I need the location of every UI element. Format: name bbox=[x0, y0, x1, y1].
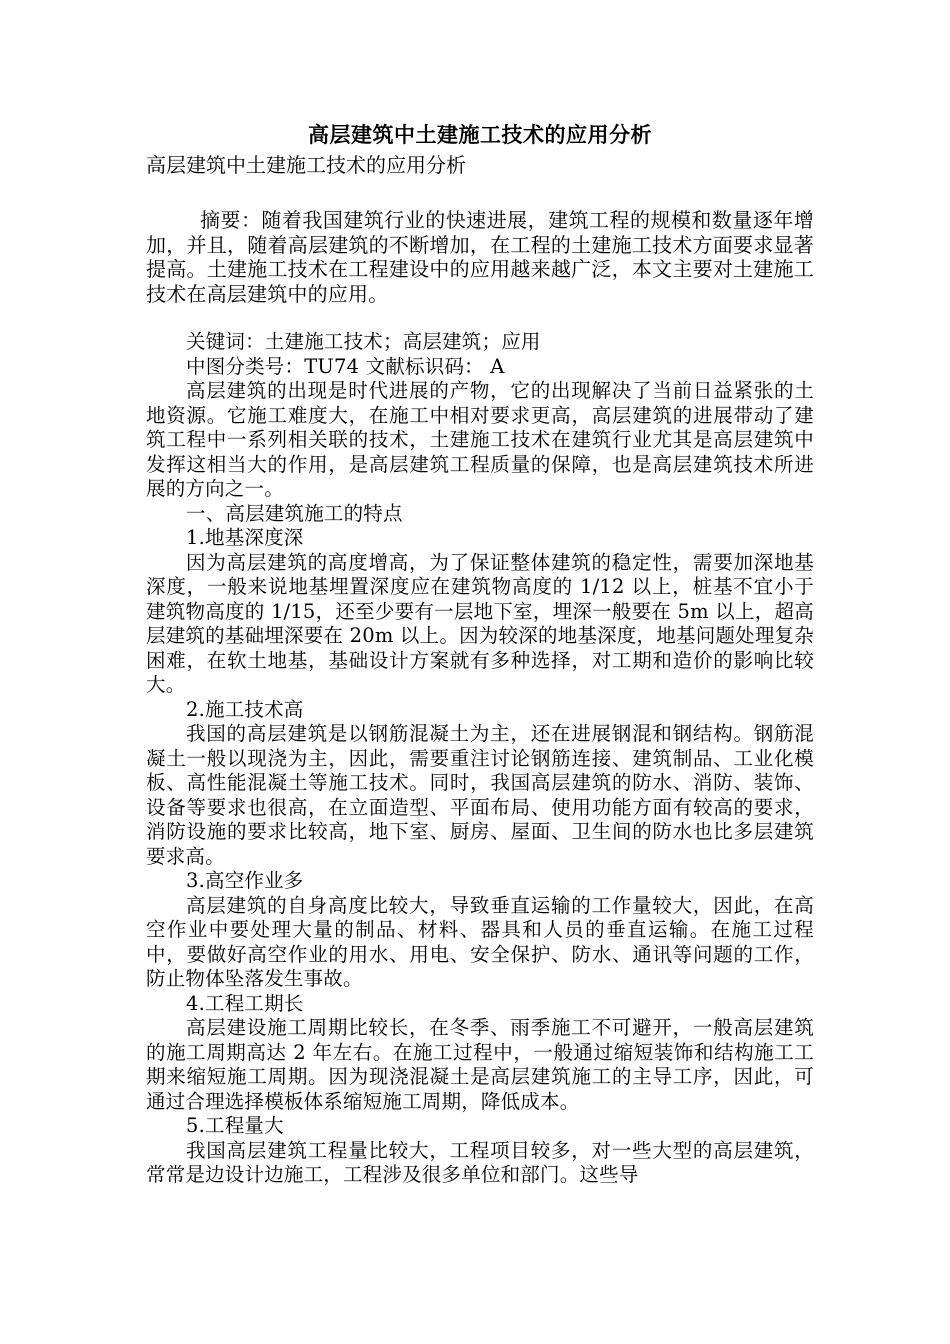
item-heading-2: 2.施工技术高 bbox=[186, 697, 304, 721]
document-title: 高层建筑中土建施工技术的应用分析 bbox=[308, 122, 652, 147]
classification-line: 中图分类号：TU74 文献标识码： A bbox=[186, 354, 505, 378]
item-paragraph-3: 高层建筑的自身高度比较大，导致垂直运输的工作量较大，因此，在高空作业中要处理大量的制品、材料、器具和人员的垂直运输。在施工过程中，要做好高空作业的用水、用电、安全保护、防水、通讯等问题的工作，防止物体坠落发生事故。 bbox=[146, 893, 814, 990]
keywords-line: 关键词：土建施工技术；高层建筑；应用 bbox=[186, 330, 541, 353]
item-paragraph-5: 我国高层建筑工程量比较大，工程项目较多，对一些大型的高层建筑，常常是边设计边施工，工程涉及很多单位和部门。这些导 bbox=[146, 1138, 814, 1186]
section-heading: 一、高层建筑施工的特点 bbox=[186, 501, 403, 525]
document-page bbox=[146, 118, 814, 1188]
item-paragraph-4: 高层建设施工周期比较长，在冬季、雨季施工不可避开，一般高层建筑的施工周期高达 2 年左右。在施工过程中，一般通过缩短装饰和结构施工工期来缩短施工周期。因为现浇混凝土是高层建筑施工的主导工序，因此，可通过合理选择模板体系缩短施工周期，降低成本。 bbox=[146, 1016, 814, 1113]
item-heading-5: 5.工程量大 bbox=[186, 1114, 284, 1137]
item-heading-4: 4.工程工期长 bbox=[186, 991, 304, 1015]
abstract-paragraph: 摘要：随着我国建筑行业的快速进展，建筑工程的规模和数量逐年增加，并且，随着高层建筑的不断增加，在工程的土建施工技术方面要求显著提高。土建施工技术在工程建设中的应用越来越广泛，本文主要对土建施工技术在高层建筑中的应用。 bbox=[146, 208, 814, 306]
item-paragraph-1: 因为高层建筑的高度增高，为了保证整体建筑的稳定性，需要加深地基深度，一般来说地基埋置深度应在建筑物高度的 1/12 以上，桩基不宜小于建筑物高度的 1/15，还至少要有一层地下室，埋深一般要在 5m 以上，超高层建筑的基础埋深要在 20m 以上。因为较深的地基深度，地基问题处理复杂困难，在软土地基，基础设计方案就有多种选择，对工期和造价的影响比较大。 bbox=[146, 550, 814, 696]
item-heading-3: 3.高空作业多 bbox=[186, 869, 304, 892]
item-heading-1: 1.地基深度深 bbox=[186, 526, 304, 549]
document-subtitle: 高层建筑中土建施工技术的应用分析 bbox=[146, 153, 466, 177]
item-paragraph-2: 我国的高层建筑是以钢筋混凝土为主，还在进展钢混和钢结构。钢筋混凝土一般以现浇为主，因此，需要重注讨论钢筋连接、建筑制品、工业化模板、高性能混凝土等施工技术。同时，我国高层建筑的防水、消防、装饰、设备等要求也很高，在立面造型、平面布局、使用功能方面有较高的要求，消防设施的要求比较高，地下室、厨房、屋面、卫生间的防水也比多层建筑要求高。 bbox=[146, 722, 814, 868]
intro-paragraph: 高层建筑的出现是时代进展的产物，它的出现解决了当前日益紧张的土地资源。它施工难度大，在施工中相对要求更高，高层建筑的进展带动了建筑工程中一系列相关联的技术，土建施工技术在建筑行业尤其是高层建筑中发挥这相当大的作用，是高层建筑工程质量的保障，也是高层建筑技术所进展的方向之一。 bbox=[146, 379, 814, 500]
